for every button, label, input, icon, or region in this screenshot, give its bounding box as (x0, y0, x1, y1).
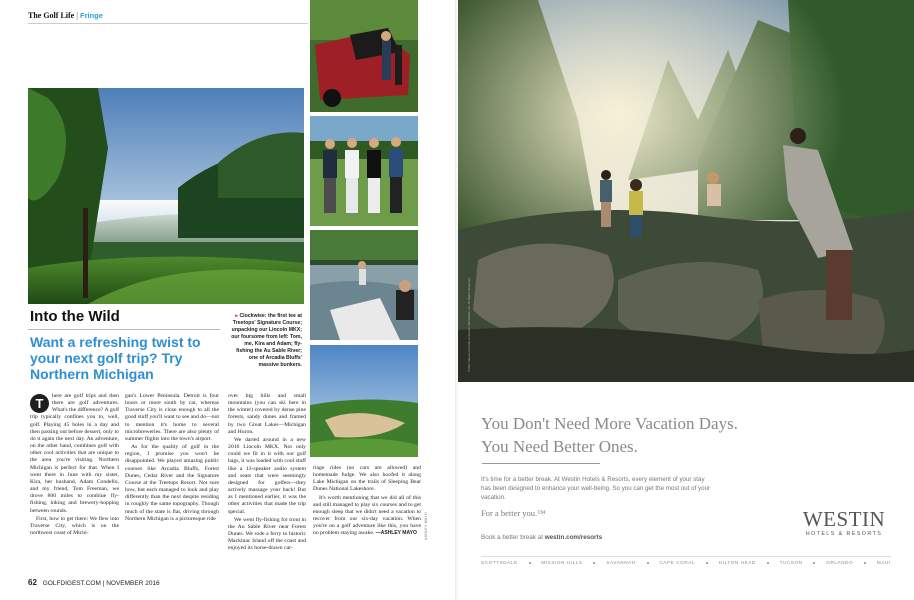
bullet-icon (593, 562, 595, 564)
photo-arcadia-bluffs-bunker (310, 345, 418, 457)
destination-item: HILTON HEAD (718, 560, 756, 565)
destination-list (481, 560, 891, 565)
car-trunk-image (310, 0, 418, 112)
ad-booking-line (481, 534, 602, 541)
body-column-1 (30, 393, 119, 538)
paragraph (30, 393, 119, 515)
destination-item: SCOTTSDALE (481, 560, 518, 565)
destination-item: SAVANNAH (606, 560, 636, 565)
photo-unpacking-lincoln-mkx (310, 0, 418, 112)
body-column-4 (313, 465, 421, 539)
drop-cap: T (30, 394, 49, 413)
booking-prefix: Book a better break at (481, 534, 545, 541)
paragraph-text: It's worth mentioning that we did all of this and still managed to play six courses and to get enough sleep that we didn't need a vacation to recover from our six-day vacation. When you're on a golf adventure like this, you have no problem staying awake. (313, 494, 421, 537)
body-column-3 (228, 393, 306, 553)
destination-item: TUCSON (779, 560, 803, 565)
ad-tagline: For a better you.™ (481, 508, 546, 518)
booking-url: westin.com/resorts (544, 534, 603, 541)
page-header: The Golf Life | Fringe (28, 11, 103, 20)
destination-item: ORLANDO (826, 560, 854, 565)
article-title: Into the Wild (30, 308, 120, 325)
footer-site: GOLFDIGEST.COM (42, 580, 101, 587)
bullet-icon (767, 562, 769, 564)
page-number: 62 (28, 578, 37, 587)
caption-text: the first tee at Treetops' Signature Course; unpacking our Lincoln MKX; our foursome from left: Tom, me, Kira and Adam; fly-fishing the Au Sable River; one of Arcadia Bluffs' massive bunkers. (231, 313, 302, 368)
bullet-icon (864, 562, 866, 564)
bullet-icon (813, 562, 815, 564)
ad-headline-line-1: You Don't Need More Vacation Days. (481, 414, 738, 433)
body-column-2 (125, 393, 219, 524)
paragraph: We darted around in a new 2016 Lincoln MKX. Not only could we fit in it with our golf bags, it was loaded with cool stuff like a 13-speaker audio system and seats that were seemingly designed for golfers—they actively massage your back! But as I mentioned earlier, it was the other activities that made the trip special. (228, 436, 306, 515)
bunker-image (310, 345, 418, 457)
valley-family-image (458, 0, 914, 382)
fairway-landscape-image (28, 88, 304, 304)
destinations-divider (481, 556, 891, 557)
destination-item: MAUI (876, 560, 891, 565)
ad-headline-line-2: You Need Better Ones. (481, 437, 638, 456)
brand-wordmark: WESTIN (802, 507, 886, 531)
ad-legal-credit: ©2016 Starwood Hotels & Resorts Worldwide, Inc. All Rights Reserved. (467, 277, 471, 372)
westin-logo (796, 508, 892, 537)
paragraph: gan's Lower Peninsula. Detroit is four hours or more south by car, whereas Traverse City is close enough to all the good stuff you'll want to see and do—not to mention it's home to several microbreweries. There are also plenty of summer flights into the town's airport. (125, 393, 219, 442)
foursome-image (310, 116, 418, 226)
header-divider (28, 23, 308, 24)
article-dek: Want a refreshing twist to your next golf trip? Try Northern Michigan (30, 334, 201, 382)
section-label: The Golf Life (28, 11, 75, 20)
paragraph: We went fly-fishing for trout in the Au Sable River near Forest Dunes. We rode a ferry to historic Mackinac Island off the coast and enjoyed its horse-drawn car- (228, 516, 306, 552)
paragraph: As for the quality of golf in the region, I promise you won't be disappointed. We played amazing public courses like Arcadia Bluffs, Forest Dunes, Cedar River and the Signature Course at the Treetops Resort. Not sure how, but each managed to look and play differently than the next despite residing in roughly the same topography. Though much of the state is flat, driving through Northern Michigan is a picturesque ride (125, 444, 219, 522)
ad-hero-photo (458, 0, 914, 382)
paragraph (313, 495, 421, 538)
paragraph-text: here are golf trips and then there are golf adventures. What's the difference? A golf trip typically confines you to, well, golf. Playing 45 holes in a day and then passing out before dessert, only to do it again the next day. An adventure, on the other hand, combines golf with other cool activities that are unique to the area you're visiting. Northern Michigan is perfect for that. When I went there in June with my sister, Kira, her husband, Adam Condello, and my friend, Tom Freeman, we drove 800 miles to combine fly-fishing, hiking and brewery-hopping between rounds. (30, 393, 119, 514)
paragraph: over big hills and small mountains (you can ski here in the winter) covered by dense pine forests, sandy dunes and framed by two Great Lakes—Michigan and Huron. (228, 393, 306, 435)
destination-item: CAPE CORAL (659, 560, 696, 565)
ad-body-copy: It's time for a better break. At Westin Hotels & Resorts, every element of your stay has been designed to enhance your well-being. So you can get the most out of your vacation. (481, 476, 711, 501)
caption-arrow-icon: ▸ (235, 313, 238, 319)
ad-headline (481, 412, 901, 458)
photo-credit: ASHLEY MAYO (424, 511, 428, 540)
photo-foursome (310, 116, 418, 226)
destination-item: MISSION HILLS (541, 560, 583, 565)
brand-subtitle: HOTELS & RESORTS (805, 531, 883, 537)
photo-fly-fishing-au-sable (310, 230, 418, 340)
ad-divider (482, 463, 600, 464)
paragraph: First, how to get there: We flew into Traverse City, which is on the northwest coast of Michi- (30, 515, 119, 536)
bullet-icon (706, 562, 708, 564)
paragraph: riage rides (no cars are allowed) and homemade fudge. We also hoofed it along Lake Michigan on the trails of Sleeping Bear Dunes National Lakeshore. (313, 465, 421, 493)
subsection-label: Fringe (79, 11, 103, 20)
title-divider (28, 329, 220, 330)
author-signature: —ASHLEY MAYO (375, 530, 417, 537)
footer-issue: NOVEMBER 2016 (106, 580, 160, 587)
hero-photo-first-tee (28, 88, 304, 304)
caption-prefix: Clockwise: (239, 313, 268, 319)
bullet-icon (647, 562, 649, 564)
river-boat-image (310, 230, 418, 340)
page-footer (28, 578, 160, 587)
bullet-icon (529, 562, 531, 564)
footer-separator: | (102, 580, 105, 587)
photo-caption (228, 313, 302, 369)
